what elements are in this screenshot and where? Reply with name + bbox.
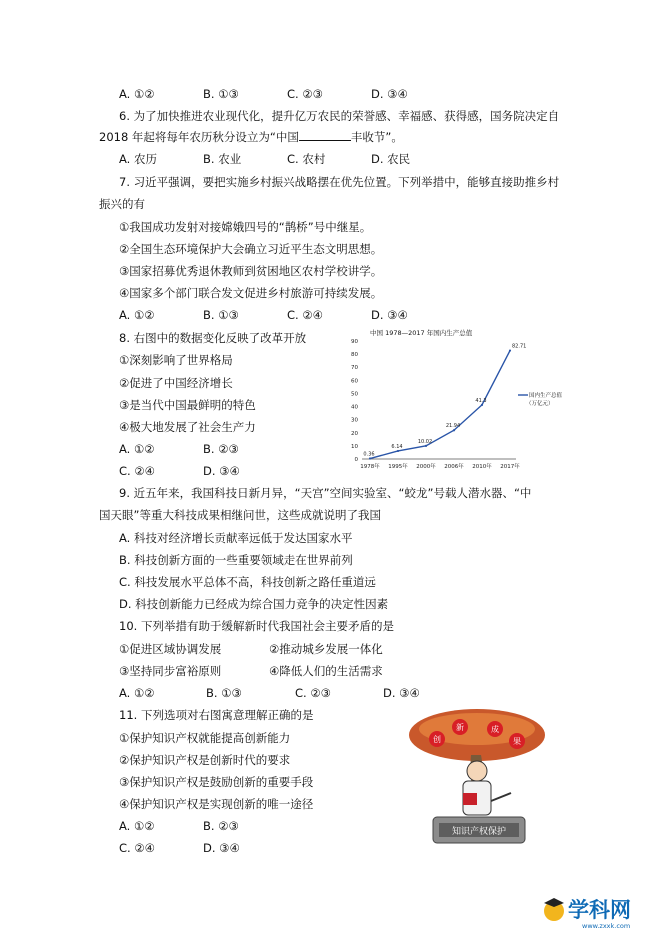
x-tick-label-5: 2017年 (500, 464, 520, 470)
q9-option-a[interactable]: A. 科技对经济增长贡献率远低于发达国家水平 (119, 531, 353, 545)
q11-option-b[interactable]: B. ②③ (203, 819, 239, 833)
q9-option-d[interactable]: D. 科技创新能力已经成为综合国力竞争的决定性因素 (119, 597, 389, 611)
q7-option-a[interactable]: A. ①② (119, 308, 155, 322)
q8-option-b[interactable]: B. ②③ (203, 442, 239, 456)
q7-option-b[interactable]: B. ①③ (203, 308, 239, 322)
q10-item-1: ①促进区域协调发展 (119, 642, 222, 656)
gdp-data-label-0: 0.36 (363, 451, 375, 458)
q7-item-2: ②全国生态环境保护大会确立习近平生态文明思想。 (119, 242, 383, 256)
y-tick-label-5: 50 (351, 391, 358, 398)
q7-option-d[interactable]: D. ③④ (371, 308, 408, 322)
gdp-data-label-5: 82.71 (512, 343, 527, 350)
person-book (463, 793, 477, 805)
top-option-d[interactable]: D. ③④ (371, 87, 408, 101)
y-tick-label-8: 80 (351, 352, 358, 359)
gdp-series-line (370, 351, 510, 459)
q10-item-4: ④降低人们的生活需求 (269, 664, 383, 678)
q6-stem-line2-b: 丰收节”。 (350, 130, 403, 144)
ip-protection-cartoon (405, 705, 550, 853)
q6-stem-line2 (99, 129, 403, 145)
q11-stem: 11. 下列选项对右图寓意理解正确的是 (119, 708, 314, 722)
q10-option-d[interactable]: D. ③④ (383, 686, 420, 700)
y-tick-label-7: 70 (351, 365, 358, 372)
q10-item-2: ②推动城乡发展一体化 (269, 642, 383, 656)
gdp-point-2 (425, 445, 427, 447)
q10-item-3: ③坚持同步富裕原则 (119, 664, 222, 678)
fruit-3-label: 成 (491, 725, 499, 734)
y-tick-label-6: 60 (351, 378, 358, 385)
q8-item-4: ④极大地发展了社会生产力 (119, 420, 256, 434)
q11-option-d[interactable]: D. ③④ (203, 841, 240, 855)
q6-option-c[interactable]: C. 农村 (287, 152, 326, 166)
q10-option-c[interactable]: C. ②③ (295, 686, 331, 700)
q6-option-b[interactable]: B. 农业 (203, 152, 242, 166)
gdp-point-1 (397, 450, 399, 452)
logo-url: www.zxxk.com (582, 922, 631, 930)
legend-label-line2: （万亿元） (526, 401, 554, 407)
q6-stem-line1: 6. 为了加快推进农业现代化，提升亿万农民的荣誉感、幸福感、获得感，国务院决定自 (119, 109, 560, 123)
q7-item-3: ③国家招募优秀退休教师到贫困地区农村学校讲学。 (119, 264, 383, 278)
x-tick-label-3: 2006年 (444, 464, 464, 470)
top-option-c[interactable]: C. ②③ (287, 87, 323, 101)
q7-stem-line1: 7. 习近平强调，要把实施乡村振兴战略摆在优先位置。下列举措中，能够直接助推乡村 (119, 175, 560, 189)
q6-option-a[interactable]: A. 农历 (119, 152, 157, 166)
gdp-point-4 (481, 404, 483, 406)
q9-stem-line2: 国天眼”等重大科技成果相继问世，这些成就说明了我国 (99, 508, 381, 522)
q9-stem-line1: 9. 近五年来，我国科技日新月异，“天宫”空间实验室、“蛟龙”号载人潜水器、“中 (119, 486, 532, 500)
base-label: 知识产权保护 (451, 827, 507, 837)
q6-stem-line2-a: 2018 年起将每年农历秋分设立为“中国 (99, 130, 299, 144)
gdp-point-0 (369, 457, 371, 459)
q8-item-3: ③是当代中国最鲜明的特色 (119, 398, 256, 412)
q7-item-4: ④国家多个部门联合发文促进乡村旅游可持续发展。 (119, 286, 383, 300)
gdp-data-label-1: 6.14 (391, 443, 403, 450)
q8-stem: 8. 右图中的数据变化反映了改革开放 (119, 331, 307, 345)
q10-option-b[interactable]: B. ①③ (206, 686, 242, 700)
y-tick-label-1: 10 (351, 443, 358, 450)
x-tick-label-2: 2000年 (416, 464, 436, 470)
y-tick-label-9: 90 (351, 339, 358, 345)
q6-answer-blank[interactable] (299, 129, 351, 141)
gdp-data-label-4: 41.3 (475, 397, 487, 404)
gdp-data-label-3: 21.94 (445, 423, 461, 430)
gdp-point-3 (453, 429, 455, 431)
fruit-4-label: 果 (513, 737, 521, 746)
q8-option-c[interactable]: C. ②④ (119, 464, 155, 478)
y-tick-label-3: 30 (351, 417, 358, 424)
q8-item-2: ②促进了中国经济增长 (119, 376, 233, 390)
y-tick-label-4: 40 (351, 404, 358, 411)
q11-option-a[interactable]: A. ①② (119, 819, 155, 833)
q8-option-a[interactable]: A. ①② (119, 442, 155, 456)
x-tick-label-1: 1995年 (388, 464, 408, 470)
top-option-b[interactable]: B. ①③ (203, 87, 239, 101)
gdp-line-chart (340, 325, 563, 470)
q11-item-2: ②保护知识产权是创新时代的要求 (119, 753, 291, 767)
x-tick-label-0: 1978年 (360, 464, 380, 470)
q8-item-1: ①深刻影响了世界格局 (119, 353, 233, 367)
chart-title: 中国 1978—2017 年国内生产总值 (370, 329, 473, 337)
q7-option-c[interactable]: C. ②④ (287, 308, 323, 322)
q7-item-1: ①我国成功发射对接嫦娥四号的“鹊桥”号中继星。 (119, 220, 372, 234)
person-head (467, 761, 487, 781)
zxxk-logo (540, 893, 656, 931)
q9-option-c[interactable]: C. 科技发展水平总体不高，科技创新之路任重道远 (119, 575, 376, 589)
q10-stem: 10. 下列举措有助于缓解新时代我国社会主要矛盾的是 (119, 619, 394, 633)
q11-item-3: ③保护知识产权是鼓励创新的重要手段 (119, 775, 314, 789)
fruit-2-label: 新 (456, 723, 464, 732)
gdp-point-5 (509, 349, 511, 351)
gdp-data-label-2: 10.02 (417, 438, 433, 445)
fruit-1-label: 创 (433, 735, 441, 744)
q9-option-b[interactable]: B. 科技创新方面的一些重要领域走在世界前列 (119, 553, 353, 567)
logo-text: 学科网 (568, 898, 631, 922)
q10-option-a[interactable]: A. ①② (119, 686, 155, 700)
q6-option-d[interactable]: D. 农民 (371, 152, 411, 166)
person-tool (491, 793, 511, 801)
q11-option-c[interactable]: C. ②④ (119, 841, 155, 855)
q11-item-1: ①保护知识产权就能提高创新能力 (119, 731, 291, 745)
y-tick-label-0: 0 (354, 457, 358, 463)
top-option-a[interactable]: A. ①② (119, 87, 155, 101)
x-tick-label-4: 2010年 (472, 464, 492, 470)
y-tick-label-2: 20 (351, 430, 358, 437)
q11-item-4: ④保护知识产权是实现创新的唯一途径 (119, 797, 314, 811)
legend-label-line1: 国内生产总值 (529, 393, 563, 399)
q7-stem-line2: 振兴的有 (99, 197, 145, 211)
q8-option-d[interactable]: D. ③④ (203, 464, 240, 478)
